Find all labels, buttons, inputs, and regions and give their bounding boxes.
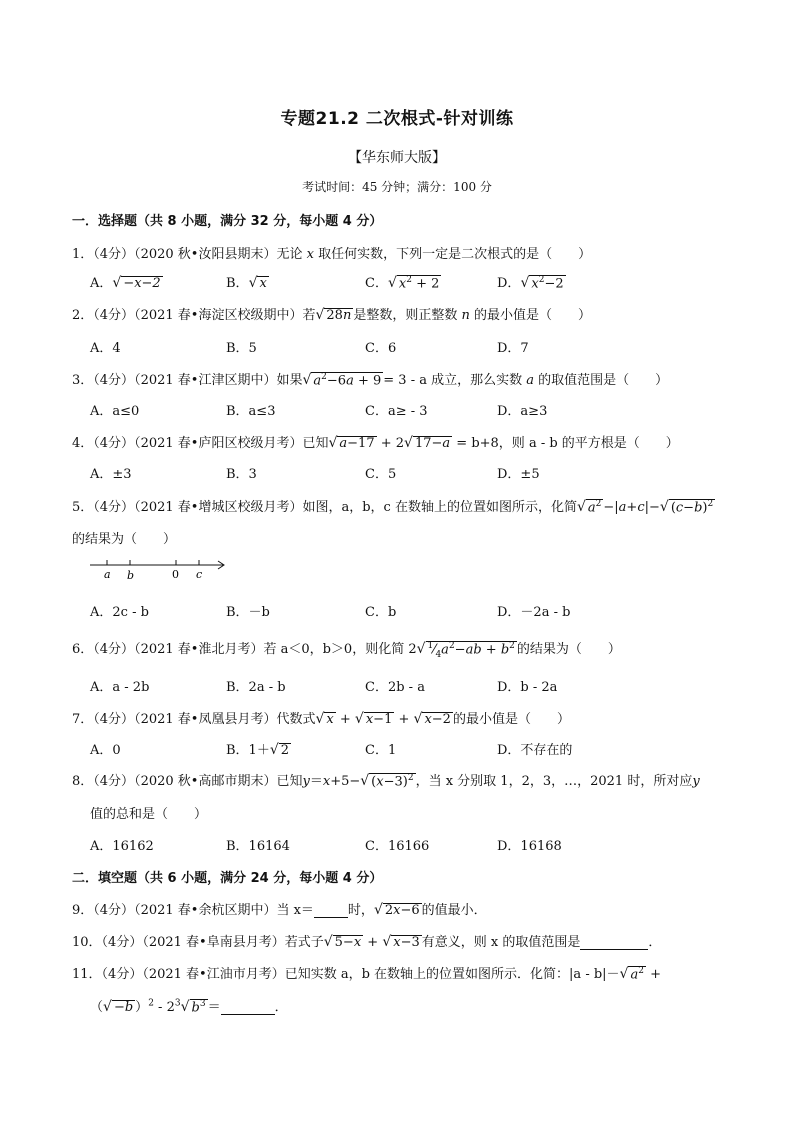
option-c: C．16166 <box>365 839 430 854</box>
option-d: D．－2a - b <box>497 605 571 620</box>
edition-label: 【华东师大版】 <box>348 150 446 166</box>
option-a: A．4 <box>90 341 121 356</box>
answer-blank[interactable] <box>314 917 348 918</box>
option-b: B．－b <box>226 605 270 620</box>
question-3: 3．（4分）（2021 春•江津区期中）如果√ $a^2-6a + 9 = 3 - a$ 成立，那么实数 a 的取值范围是（ ） <box>72 371 669 388</box>
option-a: A．a≤0 <box>90 404 140 419</box>
question-7: 7．（4分）（2021 春•凤凰县月考）代数式√ x + √ x−1 + √ x−2 的最小值是（ ） <box>72 711 570 727</box>
label-c: c <box>196 568 203 581</box>
option-b: B．√ x <box>226 275 267 291</box>
exam-info: 考试时间：45 分钟；满分：100 分 <box>302 180 492 194</box>
option-c: C．1 <box>365 743 397 758</box>
option-a: A．0 <box>90 743 121 758</box>
option-d: D．16168 <box>497 839 562 854</box>
option-a: A．16162 <box>90 839 154 854</box>
page-title: 专题21.2 二次根式-针对训练 <box>280 109 514 129</box>
option-b: B．3 <box>226 467 257 482</box>
option-d: D．7 <box>497 341 529 356</box>
option-c: C．2b - a <box>365 680 425 695</box>
question-8-cont: 值的总和是（ ） <box>90 807 208 822</box>
label-a: a <box>104 568 111 581</box>
option-a: A．±3 <box>90 467 132 482</box>
question-9: 9．（4分）（2021 春•余杭区期中）当 x＝ 时，√ 2x−6 的值最小． <box>72 902 487 918</box>
option-d: D．√ $x^2-2$ <box>497 274 564 291</box>
option-c: C．b <box>365 605 397 620</box>
question-4: 4．（4分）（2021 春•庐阳区校级月考）已知√ a−17 + 2√ 17−a = b+8，则 a - b 的平方根是（ ） <box>72 435 679 451</box>
option-c: C．6 <box>365 341 397 356</box>
option-c: C．5 <box>365 467 397 482</box>
question-5-cont: 的结果为（ ） <box>72 532 177 547</box>
answer-blank[interactable] <box>580 949 648 950</box>
option-b: B．16164 <box>226 839 290 854</box>
option-d: D．b - 2a <box>497 680 558 695</box>
question-11: 11．（4分）（2021 春•江油市月考）已知实数 a，b 在数轴上的位置如图所示．化简：|a - b|－√ $a^2$ + <box>72 965 661 982</box>
option-d: D．a≥3 <box>497 404 548 419</box>
question-1: 1．（4分）（2020 秋•汝阳县期末）无论 x 取任何实数，下列一定是二次根式的是（ ） <box>72 247 592 262</box>
question-11-cont: （√ −b ）$^2 - 2^3√$ $b^3$ ＝ ． <box>90 998 288 1015</box>
question-8: 8．（4分）（2020 秋•高邮市期末）已知y＝x+5−√ $(x-3)^2$ ，当 x 分别取 1，2，3，…，2021 时，所对应y <box>72 772 700 789</box>
section-heading-choice: 一．选择题（共 8 小题，满分 32 分，每小题 4 分） <box>72 214 383 229</box>
option-b: B．a≤3 <box>226 404 276 419</box>
number-line-figure <box>90 557 230 581</box>
section-heading-fill: 二．填空题（共 6 小题，满分 24 分，每小题 4 分） <box>72 871 383 886</box>
option-c: C．a≥ - 3 <box>365 404 428 419</box>
option-d: D．不存在的 <box>497 743 573 758</box>
question-6: 6．（4分）（2021 春•淮北月考）若 a＜0，b＞0，则化简 2√ $^1⁄_4a^2-ab + b^2$ 的结果为（ ） <box>72 640 621 660</box>
option-b: B．1＋√ 2 <box>226 742 290 758</box>
option-a: A．a - 2b <box>90 680 150 695</box>
label-0: 0 <box>172 568 179 581</box>
question-5: 5．（4分）（2021 春•增城区校级月考）如图，a，b，c 在数轴上的位置如图所示，化简√ $a^2 -|a+c|-√$ $(c-b)^2$ <box>72 498 714 515</box>
option-d: D．±5 <box>497 467 540 482</box>
option-c: C．√ $x^2 + 2$ <box>365 274 440 291</box>
option-a: A．2c - b <box>90 605 149 620</box>
option-b: B．5 <box>226 341 257 356</box>
answer-blank[interactable] <box>221 1014 275 1015</box>
question-10: 10．（4分）（2021 春•阜南县月考）若式子√ 5−x + √ x−3 有意义，则 x 的取值范围是 ． <box>72 934 662 950</box>
question-2: 2．（4分）（2021 春•海淀区校级期中）若√ 28n 是整数，则正整数 n 的最小值是（ ） <box>72 307 591 323</box>
option-a: A．√ −x−2 <box>90 275 161 291</box>
option-b: B．2a - b <box>226 680 286 695</box>
label-b: b <box>127 569 135 581</box>
